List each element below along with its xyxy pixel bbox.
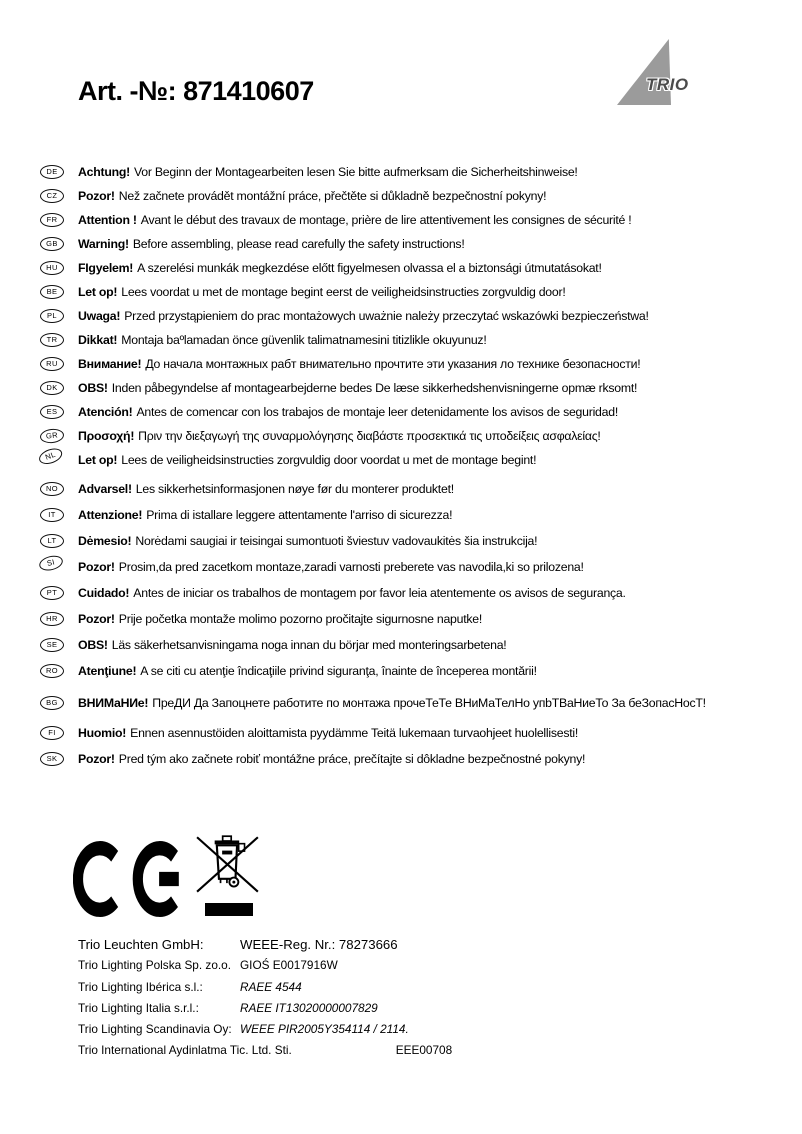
page-title: Art. -№: 871410607 <box>78 76 314 106</box>
warning-text <box>78 482 454 496</box>
language-badge-icon <box>40 482 64 496</box>
warning-lead: Attention ! <box>78 213 137 227</box>
language-badge-icon <box>39 428 64 444</box>
language-code: GR <box>45 430 59 441</box>
warning-body: Prosim,da pred zacetkom montaze,zaradi varnosti preberete vas navodila,ki so prilozena! <box>118 560 584 574</box>
language-badge-icon <box>40 381 64 395</box>
warning-row <box>40 476 792 502</box>
warning-text <box>78 560 584 574</box>
registration-row <box>78 1001 452 1022</box>
warning-body: Montaja baºlamadan önce güvenlik talimatnamesini titizlikle okuyunuz! <box>121 333 487 347</box>
warning-row <box>40 256 792 280</box>
language-badge-icon <box>40 165 64 179</box>
warning-text <box>78 534 537 548</box>
warning-body: Inden påbegyndelse af montagearbejderne bedes De læse sikkerhedshenvisningerne opmæ rksomt! <box>111 381 638 395</box>
warning-lead: Let op! <box>78 285 118 299</box>
warning-body: Les sikkerhetsinformasjonen nøye før du monterer produktet! <box>135 482 454 496</box>
warning-text <box>78 165 578 179</box>
registration-number: EEE00708 <box>395 1043 453 1058</box>
language-code: BG <box>46 698 58 708</box>
language-code: RU <box>46 359 58 369</box>
language-badge-icon <box>40 586 64 600</box>
warning-row <box>40 160 792 184</box>
registration-number: RAEE IT13020000007829 <box>240 1000 378 1015</box>
warning-lead: Pozor! <box>78 560 115 574</box>
warning-body: ПреДИ Да Запоцнете работите по монтажа прочеТеТе ВНиМаТелНо упbТВаНиеТо За беЗопасНосТ! <box>152 696 706 710</box>
language-badge-icon <box>40 285 64 299</box>
warning-row <box>40 448 792 472</box>
language-code: IT <box>48 510 56 520</box>
company-name: Trio Lighting Italia s.r.l.: <box>78 1000 199 1015</box>
warning-lead: Pozor! <box>78 189 115 203</box>
language-badge-icon <box>37 446 64 467</box>
warning-lead: OBS! <box>78 381 108 395</box>
warning-body: Vor Beginn der Montagearbeiten lesen Sie bitte aufmerksam die Sicherheitshinweise! <box>133 165 578 179</box>
language-badge-icon <box>40 638 64 652</box>
warning-lead: Atención! <box>78 405 133 419</box>
warning-lead: Pozor! <box>78 752 115 766</box>
warning-text <box>78 309 649 323</box>
warning-text <box>78 453 536 467</box>
registration-row <box>78 1022 452 1043</box>
warning-body: A szerelési munkák megkezdése előtt figyelmesen olvassa el a biztonsági útmutatásokat! <box>137 261 602 275</box>
language-badge-icon <box>40 333 64 347</box>
warning-row <box>40 400 792 424</box>
warning-lead: Advarsel! <box>78 482 132 496</box>
warning-lead: Pozor! <box>78 612 115 626</box>
language-code: PT <box>46 588 58 598</box>
language-badge-icon <box>40 405 64 419</box>
trio-logo-triangle-icon <box>617 39 671 105</box>
warning-body: Before assembling, please read carefully the safety instructions! <box>132 237 465 251</box>
weee-underline-bar <box>205 903 253 916</box>
warning-lead: Dikkat! <box>78 333 118 347</box>
company-name: Trio Leuchten GmbH: <box>78 937 204 952</box>
warning-row <box>40 424 792 448</box>
warning-text <box>78 405 618 419</box>
language-badge-icon <box>40 726 64 740</box>
warning-body: Avant le début des travaux de montage, prière de lire attentivement les consignes de sécurité ! <box>140 213 632 227</box>
warning-body: Lees de veiligheidsinstructies zorgvuldig door voordat u met de montage begint! <box>121 453 537 467</box>
warning-body: Než začnete provádět montážní práce, přečtěte si důkladně bezpečnostní pokyny! <box>118 189 547 203</box>
warning-text <box>78 285 566 299</box>
warning-lead: Uwaga! <box>78 309 121 323</box>
registration-row <box>78 937 452 958</box>
company-name: Trio Lighting Ibérica s.l.: <box>78 979 203 994</box>
warning-text <box>78 586 626 600</box>
warning-text <box>78 333 487 347</box>
warning-text <box>78 357 640 371</box>
warning-lead: Huomio! <box>78 726 127 740</box>
warning-lead: FIgyelem! <box>78 261 134 275</box>
warning-row <box>40 554 792 580</box>
company-name: Trio International Aydinlatma Tic. Ltd. Sti. <box>78 1043 292 1058</box>
warning-text <box>78 189 546 203</box>
warning-lead: OBS! <box>78 638 108 652</box>
language-badge-icon <box>40 612 64 626</box>
warning-row <box>40 502 792 528</box>
warning-body: До начала монтажных рабт внимательно прочтите эти указания ло технике безопасности! <box>145 357 641 371</box>
language-code: SE <box>46 640 58 650</box>
warning-row <box>40 280 792 304</box>
registration-row <box>78 1043 452 1064</box>
warning-body: Prije početka montaže molimo pozorno pročitajte sigurnosne naputke! <box>118 612 483 626</box>
conformity-marks <box>73 833 333 943</box>
warning-row <box>40 746 792 772</box>
language-code: SK <box>46 754 58 764</box>
warning-text <box>78 696 706 710</box>
language-code: BE <box>46 287 58 297</box>
warning-row <box>40 376 792 400</box>
warning-lead: Warning! <box>78 237 129 251</box>
warning-text <box>78 429 601 443</box>
registration-row <box>78 958 452 979</box>
warning-lead: Achtung! <box>78 165 130 179</box>
warning-text <box>78 664 537 678</box>
warning-row <box>40 606 792 632</box>
language-code: PL <box>47 311 57 321</box>
company-name: Trio Lighting Scandinavia Oy: <box>78 1022 232 1037</box>
warning-row <box>40 580 792 606</box>
warning-list <box>40 160 792 772</box>
language-code: DE <box>46 167 58 177</box>
warning-lead: Προσοχή! <box>78 429 135 443</box>
warning-lead: Atenţiune! <box>78 664 137 678</box>
trio-logo <box>617 39 713 107</box>
warning-lead: Внимание! <box>78 357 142 371</box>
warning-row <box>40 304 792 328</box>
language-code: NL <box>44 450 57 463</box>
warning-body: Ennen asennustöiden aloittamista pyydämme Teitä lukemaan turvaohjeet huolellisesti! <box>130 726 579 740</box>
language-badge-icon <box>40 189 64 203</box>
registration-number: WEEE PIR2005Y354114 / 2114. <box>240 1022 409 1037</box>
language-badge-icon <box>40 664 64 678</box>
warning-body: A se citi cu atenţie îndicaţiile privind siguranţa, înainte de începerea montării! <box>140 664 537 678</box>
warning-text <box>78 752 585 766</box>
language-badge-icon <box>40 696 64 710</box>
warning-body: Antes de comencar con los trabajos de montaje leer detenidamente los avisos de seguridad! <box>136 405 618 419</box>
language-code: GB <box>46 239 58 249</box>
registration-row <box>78 980 452 1001</box>
company-name: Trio Lighting Polska Sp. zo.o. <box>78 958 232 973</box>
trio-logo-label: TRIO <box>646 75 689 94</box>
warning-lead: Cuidado! <box>78 586 130 600</box>
warning-row <box>40 184 792 208</box>
warning-body: Πριν την διεξαγωγή της συναρμολόγησης διαβάστε προσεκτικά τις υποδείξεις ασφαλείας! <box>138 429 601 443</box>
warning-body: Prima di istallare leggere attentamente l'arriso di sicurezza! <box>146 508 453 522</box>
language-code: FR <box>46 215 58 225</box>
registration-number: RAEE 4544 <box>240 979 302 994</box>
warning-text <box>78 381 637 395</box>
language-code: ES <box>46 407 58 417</box>
language-badge-icon <box>40 357 64 371</box>
language-badge-icon <box>40 237 64 251</box>
language-code: DK <box>46 383 58 393</box>
warning-text <box>78 237 465 251</box>
warning-body: Läs säkerhetsanvisningama noga innan du börjar med monteringsarbetena! <box>111 638 507 652</box>
warning-row <box>40 720 792 746</box>
warning-text <box>78 612 482 626</box>
language-code: HU <box>46 263 58 273</box>
warning-row <box>40 328 792 352</box>
registration-list <box>78 937 452 1065</box>
warning-row <box>40 208 792 232</box>
warning-body: Przed przystąpieniem do prac montażowych uważnie należy przeczytać wskazówki bezpieczeństwa! <box>124 309 649 323</box>
language-code: TR <box>46 335 58 345</box>
language-badge-icon <box>40 508 64 522</box>
language-code: HR <box>46 614 58 624</box>
registration-number: GIOŚ E0017916W <box>240 958 338 973</box>
language-badge-icon <box>40 752 64 766</box>
language-badge-icon <box>38 553 65 572</box>
language-code: LT <box>47 536 57 546</box>
language-code: SI <box>46 557 56 569</box>
warning-body: Antes de iniciar os trabalhos de montagem por favor leia atentemente os avisos de segurança. <box>133 586 626 600</box>
language-badge-icon <box>40 261 64 275</box>
warning-text <box>78 508 452 522</box>
language-code: RO <box>45 666 59 676</box>
warning-body: Lees voordat u met de montage begint eerst de veiligheidsinstructies zorgvuldig door! <box>121 285 566 299</box>
warning-text <box>78 726 578 740</box>
warning-row <box>40 658 792 684</box>
warning-row <box>40 232 792 256</box>
warning-lead: Let op! <box>78 453 118 467</box>
language-code: CZ <box>46 191 58 201</box>
weee-crossed-out-bin-icon <box>193 833 263 897</box>
warning-body: Norėdami saugiai ir teisingai sumontuoti šviestuv vadovaukitės šia instrukcija! <box>135 534 538 548</box>
language-badge-icon <box>40 213 64 227</box>
warning-row <box>40 352 792 376</box>
language-badge-icon <box>40 309 64 323</box>
language-code: FI <box>48 728 56 738</box>
warning-lead: Dėmesio! <box>78 534 132 548</box>
warning-body: Pred tým ako začnete robiť montážne práce, prečítajte si dôkladne bezpečnostné pokyny! <box>118 752 586 766</box>
warning-text <box>78 261 602 275</box>
warning-lead: ВНИМаНИе! <box>78 696 149 710</box>
warning-text <box>78 638 506 652</box>
warning-lead: Attenzione! <box>78 508 143 522</box>
ce-mark-icon <box>73 839 181 919</box>
warning-text <box>78 213 631 227</box>
warning-row <box>40 632 792 658</box>
warning-row <box>40 528 792 554</box>
warning-row <box>40 690 792 716</box>
language-code: NO <box>45 484 59 494</box>
language-badge-icon <box>40 534 64 548</box>
registration-number: WEEE-Reg. Nr.: 78273666 <box>240 937 398 952</box>
